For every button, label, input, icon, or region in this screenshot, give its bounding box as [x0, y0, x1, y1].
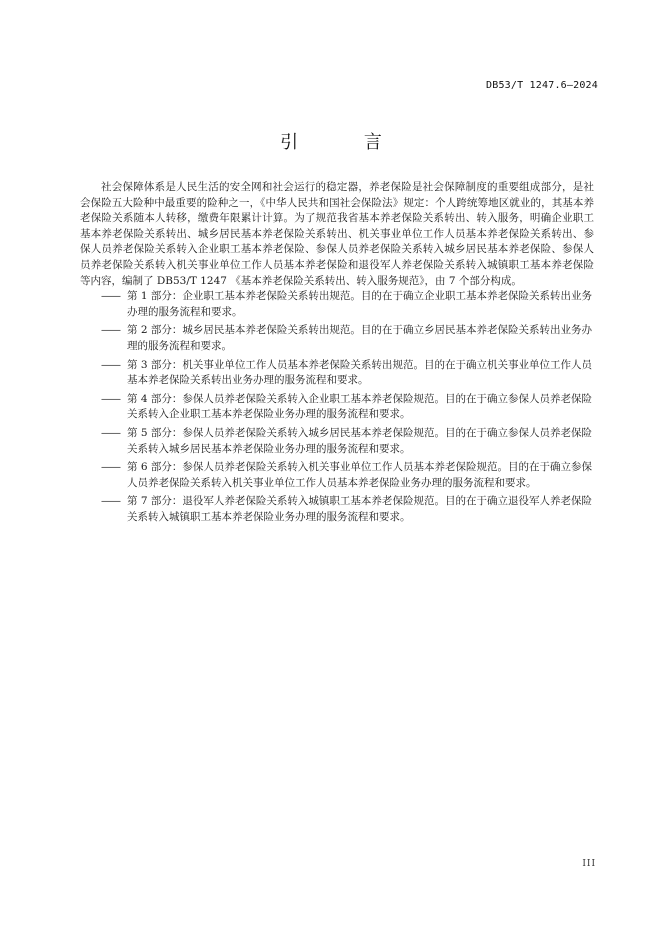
part-text: 第 2 部分：城乡居民基本养老保险关系转出规范。目的在于确立乡居民基本养老保险关系转出业务办理的服务流程和要求。	[127, 324, 592, 352]
dash-marker: ——	[101, 426, 120, 439]
list-item	[80, 358, 594, 389]
list-item	[80, 392, 594, 423]
dash-marker: ——	[101, 495, 120, 508]
part-text: 第 7 部分：退役军人养老保险关系转入城镇职工基本养老保险规范。目的在于确立退役军人养老保险关系转入城镇职工基本养老保险业务办理的服务流程和要求。	[127, 495, 592, 523]
part-text: 第 1 部分：企业职工基本养老保险关系转出规范。目的在于确立企业职工基本养老保险关系转出业务办理的服务流程和要求。	[127, 290, 592, 318]
list-item	[80, 323, 594, 354]
document-code: DB53/T 1247.6—2024	[486, 80, 598, 91]
page-number: III	[582, 859, 596, 869]
dash-marker: ——	[101, 324, 120, 337]
parts-list	[80, 289, 594, 525]
part-text: 第 6 部分：参保人员养老保险关系转入机关事业单位工作人员基本养老保险规范。目的在于确立参保人员养老保险关系转入机关事业单位工作人员基本养老保险业务办理的服务流程和要求。	[127, 461, 592, 489]
intro-paragraph: 社会保障体系是人民生活的安全网和社会运行的稳定器，养老保险是社会保障制度的重要组成部分，是社会保险五大险种中最重要的险种之一，《中华人民共和国社会保险法》规定：个人跨统筹地区就业的，其基本养老保险关系随本人转移，缴费年限累计计算。为了规范我省基本养老保险关系转出、转入服务，明确企业职工基本养老保险关系转出、城乡居民基本养老保险关系转出、机关事业单位工作人员基本养老保险关系转出、参保人员养老保险关系转入企业职工基本养老保险、参保人员养老保险关系转入城乡居民基本养老保险、参保人员养老保险关系转入机关事业单位工作人员基本养老保险和退役军人养老保险关系转入城镇职工基本养老保险等内容，编制了 DB53/T 1247 《基本养老保险关系转出、转入服务规范》，由 7 个部分构成。	[80, 181, 594, 287]
part-text: 第 4 部分：参保人员养老保险关系转入企业职工基本养老保险规范。目的在于确立参保人员养老保险关系转入企业职工基本养老保险业务办理的服务流程和要求。	[127, 392, 592, 421]
page-title: 引 言	[280, 132, 412, 153]
list-item	[80, 494, 594, 525]
dash-marker: ——	[101, 392, 120, 405]
dash-marker: ——	[101, 290, 120, 303]
list-item	[80, 426, 594, 457]
list-item	[80, 460, 594, 491]
part-text: 第 3 部分：机关事业单位工作人员基本养老保险关系转出规范。目的在于确立机关事业单位工作人员基本养老保险关系转出业务办理的服务流程和要求。	[127, 358, 592, 387]
dash-marker: ——	[101, 358, 120, 371]
list-item	[80, 289, 594, 320]
body-content	[80, 180, 594, 528]
part-text: 第 5 部分：参保人员养老保险关系转入城乡居民基本养老保险规范。目的在于确立参保人员养老保险关系转入城乡居民基本养老保险业务办理的服务流程和要求。	[127, 426, 592, 455]
dash-marker: ——	[101, 461, 120, 474]
